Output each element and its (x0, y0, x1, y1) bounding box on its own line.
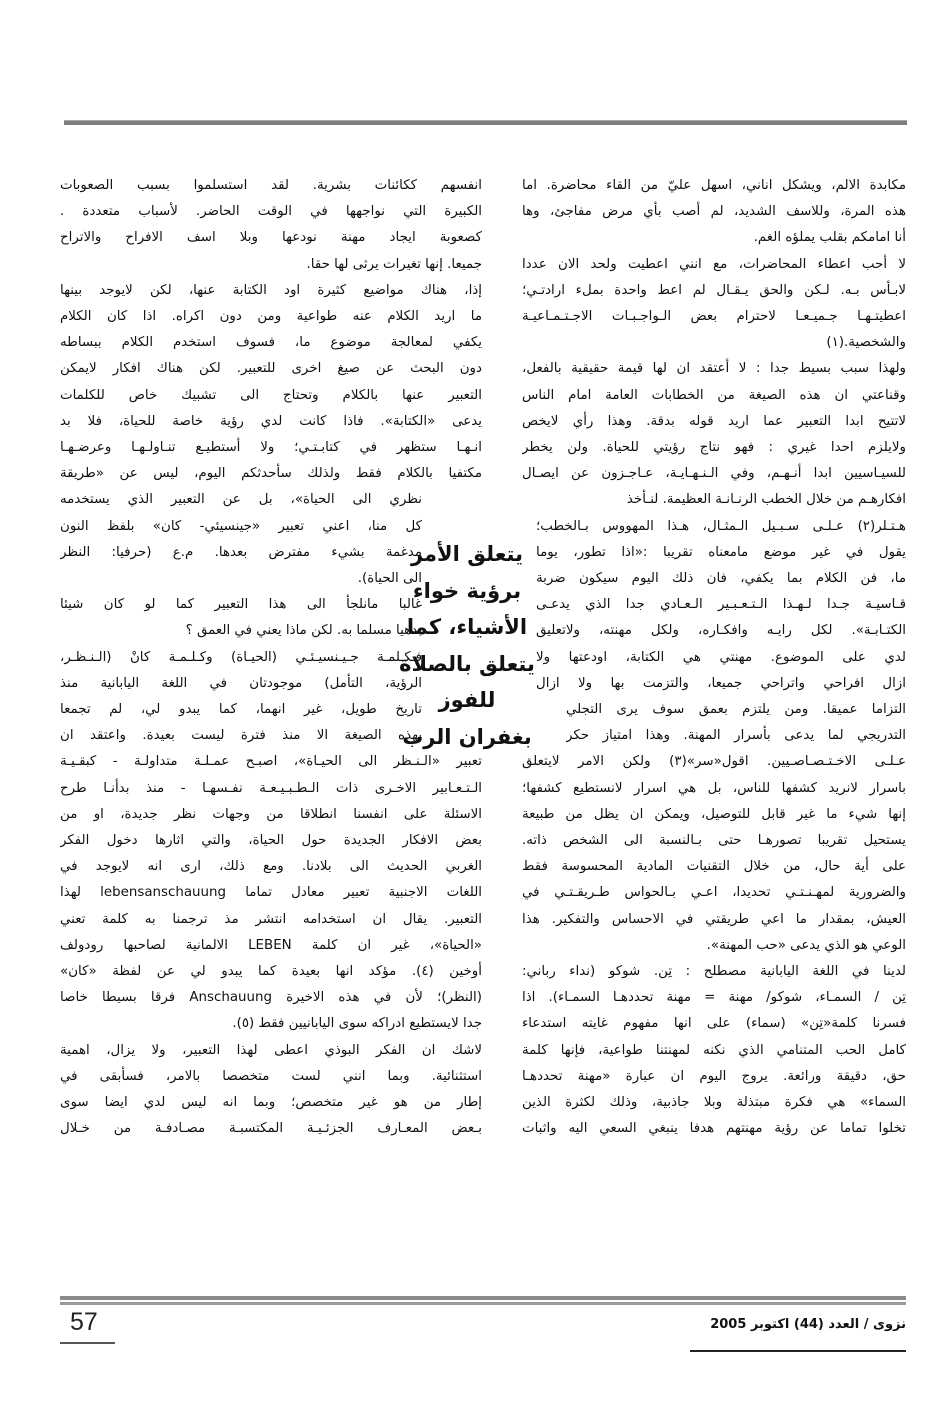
text-line: اعطيتـهـا جـميـعـا لاحترام بعض الـواجـبـات الاجـتـمـاعيـة (522, 309, 906, 324)
text-line: يكفي لمعالجة موضوع ما، فسوف استخدم الكلام ببساطه (60, 335, 482, 351)
header-rule (64, 120, 907, 125)
text-line: مدغمة بشيء مفترض بعدها. م.ع (حرفيا: النظر (60, 544, 422, 560)
text-line: هذه المرة، وللاسف الشديد، لم أصب بأي مرض مفاجئ، وها (522, 204, 906, 220)
pull-quote-line: يتعلق بالصلاة (399, 651, 535, 676)
text-line: والضرورية لمهـنـتـي تحديدا، اعـي بـالحواس طـريقـتـي في (522, 885, 906, 901)
text-line: تِن / السمـاء، شوكو/ مهنة = مهنة تحددهـا السمـاء). اذا (522, 990, 906, 1006)
text-line: جدا لايستطيع ادراكه سوى اليابانيين فقط (٥). (232, 1016, 482, 1032)
text-line: وقناعتي ان هذه الصيغة من الخطابات العامة امام الناس (522, 387, 906, 403)
text-line: التعبير. يقال ان استخدامه انتشر مذ ترجمنا به كلمة تعني (60, 911, 482, 927)
text-line: إذا، هناك مواضيع كثيرة اود الكتابة عنها، لكن لايوجد بينها (60, 282, 482, 298)
text-line: فسرنا كلمة«تِن» (سماء) على انها مفهوم غايته استدعاء (522, 1016, 906, 1032)
text-line: مكابدة الالم، ويشكل اناني، اسهل عليّ من القاء محاضرة. اما (522, 178, 906, 193)
text-line: كل منا، اعني تعبير «جينسيئي- كان» بلفظ النون (60, 518, 422, 534)
text-line: ما اريد الكلام عنه طواعية ومن دون اكراه. اذا كان الكلام (60, 309, 482, 324)
text-line: بهذه الصيغة الا منذ فترة ليست بعيدة. واعتقد ان (60, 728, 422, 744)
text-line: استثنائية. وبما انني لست متخصصا بالامر، فسأبقى في (60, 1068, 482, 1084)
text-line: يقول في غير موضع مامعناه تقريبا :«اذا تطور، يوما (536, 544, 906, 560)
text-line: الـتـعـابير الاخـرى ذات الـطـبـيـعـة نفـسهـا - منذ بدأنـا طرح (60, 780, 482, 796)
footer-rule (60, 1296, 906, 1300)
text-line: ولهذا سبب بسيط جدا : لا أعتقد ان لها قيمة حقيقية بالفعل، (522, 361, 906, 377)
text-line: كصعوبة ايجاد مهنة نودعها وبلا اسف الافراح والاتراح (60, 230, 482, 246)
text-line: «الحياة»، غير ان كلمة LEBEN الالمانية لصاحبها رودولف (60, 937, 482, 953)
text-line: تعبير «الـنـظر الى الحيـاة»، اصبـح عمـلـة متداولـة - كبقـيـة (60, 754, 482, 770)
text-line: دون البحث عن صيغ اخرى للتعبير. لكن هناك افكار لايمكن (60, 361, 482, 377)
text-line: قـاسيـة جـدا لـهـذا الـتـعـبـير الـعـادي جدا الذي يدعـى (536, 597, 906, 613)
text-line: تاريخ طويل، غير انهما، كما يبدو لي، لم تجمعا (60, 702, 422, 717)
text-line: السماء» هي فكرة مبتذلة وبلا جاذبية، وذلك لكثرة الذين (522, 1095, 906, 1110)
text-line: مكتفيا بالكلام فقط ولذلك سأحدثكم اليوم، ليس عن «طريقة (60, 466, 482, 482)
text-line: (النظر)؛ لأن في هذه الاخيرة Anschauung فرقا بسيطا خاصا (60, 990, 482, 1006)
footer-rule (60, 1302, 906, 1305)
text-line: إنها شيء ما غير قابل للتوصيل، ويمكن ان يظل من طبيعة (522, 806, 906, 822)
text-line: انـهـا ستظهر في كتابـتـي؛ ولا أستطيـع تنـاولـهـا وعرضـهـا (60, 440, 482, 455)
text-line: لدينا في اللغة اليابانية مصطلح : تِن. شوكو (نداء رباني: (522, 964, 906, 979)
text-line: أوخين (٤). مؤكد انها بعيدة كما يبدو لي عن لفظة «كان» (60, 964, 482, 979)
text-line: الكبيرة التي نواجهها في الوقت الحاضر. لأسباب متعددة . (60, 204, 482, 220)
text-line: كامل الحب المتنامي الذي نكنه لمهنتنا طواعية، فإنها كلمة (522, 1042, 906, 1058)
text-line: اللغات الاجنبية تعبير معادل تماما lebensanschauung لهذا (60, 885, 482, 901)
text-line: التدريجي لما يدعى بأسرار المهنة. وهذا امتياز حكر (566, 728, 906, 744)
text-line: لاتتيح ابدا التعبير عما اريد قوله بدقة. وهذا رأي لايخص (522, 413, 906, 429)
text-line: لابـأس بـه. لـكن والحق يـقـال لم اعط واحدة بملء ارادتـي؛ (522, 282, 906, 298)
pull-quote-line: بغفران الرب (402, 724, 532, 749)
pull-quote-line: برؤية خواء (412, 578, 522, 603)
page-number: 57 (70, 1308, 98, 1336)
text-line: يدعى «الكتابة». فاذا كانت لدي رؤية خاصة للحياة، فلا بد (60, 413, 482, 429)
text-line: هـتـلر(٢) عـلـى سـبـيل الـمثـال، هـذا المهووس بـالخطب؛ (536, 518, 906, 534)
text-line: الى الحياة). (357, 571, 422, 586)
text-line: العيش، بمقدار ما اعي طريقتي في الاحساس والتفكير. هذا (522, 911, 906, 927)
text-line: جميعا. إنها تغيرات يرثى لها حقا. (306, 256, 482, 272)
issue-info-underline (690, 1350, 906, 1352)
text-line: بدهيا مسلما به. لكن ماذا يعني في العمق ؟ (185, 623, 422, 639)
pull-quote-line: للفوز (438, 688, 496, 712)
text-line: الرؤية، التأمل) موجودتان في اللغة اليابانية منذ (60, 675, 422, 691)
text-line: لاشك ان الفكر البوذي اعطى لهذا التعبير، ولا يزال، اهمية (60, 1042, 482, 1058)
text-line: لدي على الموضوع. مهنتي هي الكتابة، اودعتها ولا (536, 649, 906, 665)
text-line: بـعض المعـارف الجزئـيـة المكتسبـة مصـادفـة من خـلال (60, 1121, 482, 1137)
text-line: بعض الافكار الجديدة حول الحياة، والتي اثارها دخول الفكر (60, 833, 482, 848)
pull-quote (392, 536, 542, 755)
pull-quote-line: الأشياء، كما (406, 615, 528, 639)
text-line: فـكـلمـة جـيـنسيـئـي (الحيـاة) وكـلـمـة كانْ (الـنـظـر، (60, 649, 422, 665)
text-line: يستحيل تقريبا تصورهـا حتى بـالنسبة الى الشخص ذاته. (522, 833, 906, 848)
text-line: للسيـاسيين ابدا أنـهـم، وفي الـنـهـايـة، عـاجـزون عن ايصـال (522, 466, 906, 482)
issue-info: نزوى / العدد (44) اكتوبر 2005 (710, 1317, 906, 1332)
text-line: انفسهم ككائنات بشرية. لقد استسلموا بسبب الصعوبات (60, 178, 482, 193)
text-line: نظري الى الحياة»، بل عن التعبير الذي يستخدمه (60, 492, 422, 508)
text-line: والشخصية.(١) (826, 335, 906, 351)
text-line: الاسئلة على انفسنا انطلاقا من وجهات نظر جديدة، او من (60, 806, 482, 822)
pull-quote-line: يتعلق الأمر (410, 542, 524, 566)
text-line: الغربي الحديث الى بلادنا. ومع ذلك، ارى انه لايوجد في (60, 859, 482, 875)
text-line: أنا امامكم بقلب يملؤه الغم. (753, 230, 906, 246)
text-line: افكارهـم من خلال الخطب الرنـانـة العظيمة. لنـأخذ (626, 492, 906, 508)
text-line: ما، فن الكلام بما يكفي، فان ذلك اليوم سيكون ضربة (536, 571, 906, 586)
text-line: غالبا مانلجأ الى هذا التعبير كما لو كان شيئا (60, 597, 422, 613)
text-line: على أية حال، من خلال التقنيات المادية المحسوسة فقط (522, 859, 906, 875)
text-line: باسرار لانريد كشفها للناس، بل هي اسرار لانستطيع كشفها؛ (522, 780, 906, 796)
text-line: الكتـابـة». لكل رايـه وافكـاره، ولكل مهنته، ولاتعليق (536, 623, 906, 639)
text-line: تخلوا تماما عن رؤية مهنتهم هدفا ينبغي السعي اليه واثبات (522, 1121, 906, 1137)
text-line: عـلـى الاخـتـصـاصـيين. اقول«سر»(٣) ولكن الامر لايتعلق (522, 754, 906, 770)
text-line: حق، دقيقة ورائعة. يروج اليوم ان عبارة «مهنة تحددهـا (522, 1068, 906, 1084)
text-line: لا أحب اعطاء المحاضرات، مع انني اعطيت ولحد الان عددا (522, 256, 906, 272)
text-line: ولايلزم احدا غيري : فهو نتاج رؤيتي للحياة. ولن يخطر (522, 440, 906, 455)
text-line: ازال افراحي واتراحي جميعا، والتزمت بها ولا ازال (536, 675, 906, 691)
text-line: التعبير عنها بالكلام وتحتاج الى تشبيك خاص للكلمات (60, 387, 482, 403)
text-line: التزاما عميقا. ومن يلتزم بعمق سوف يرى التجلي (566, 702, 906, 717)
text-line: إطار من هو غير متخصص؛ وبما انه ليس لدي ايضا سوى (60, 1095, 482, 1110)
article-column-right (522, 171, 906, 1281)
page-number-underline (60, 1342, 115, 1344)
text-line: الوعي هو الذي يدعى «حب المهنة». (706, 937, 906, 953)
